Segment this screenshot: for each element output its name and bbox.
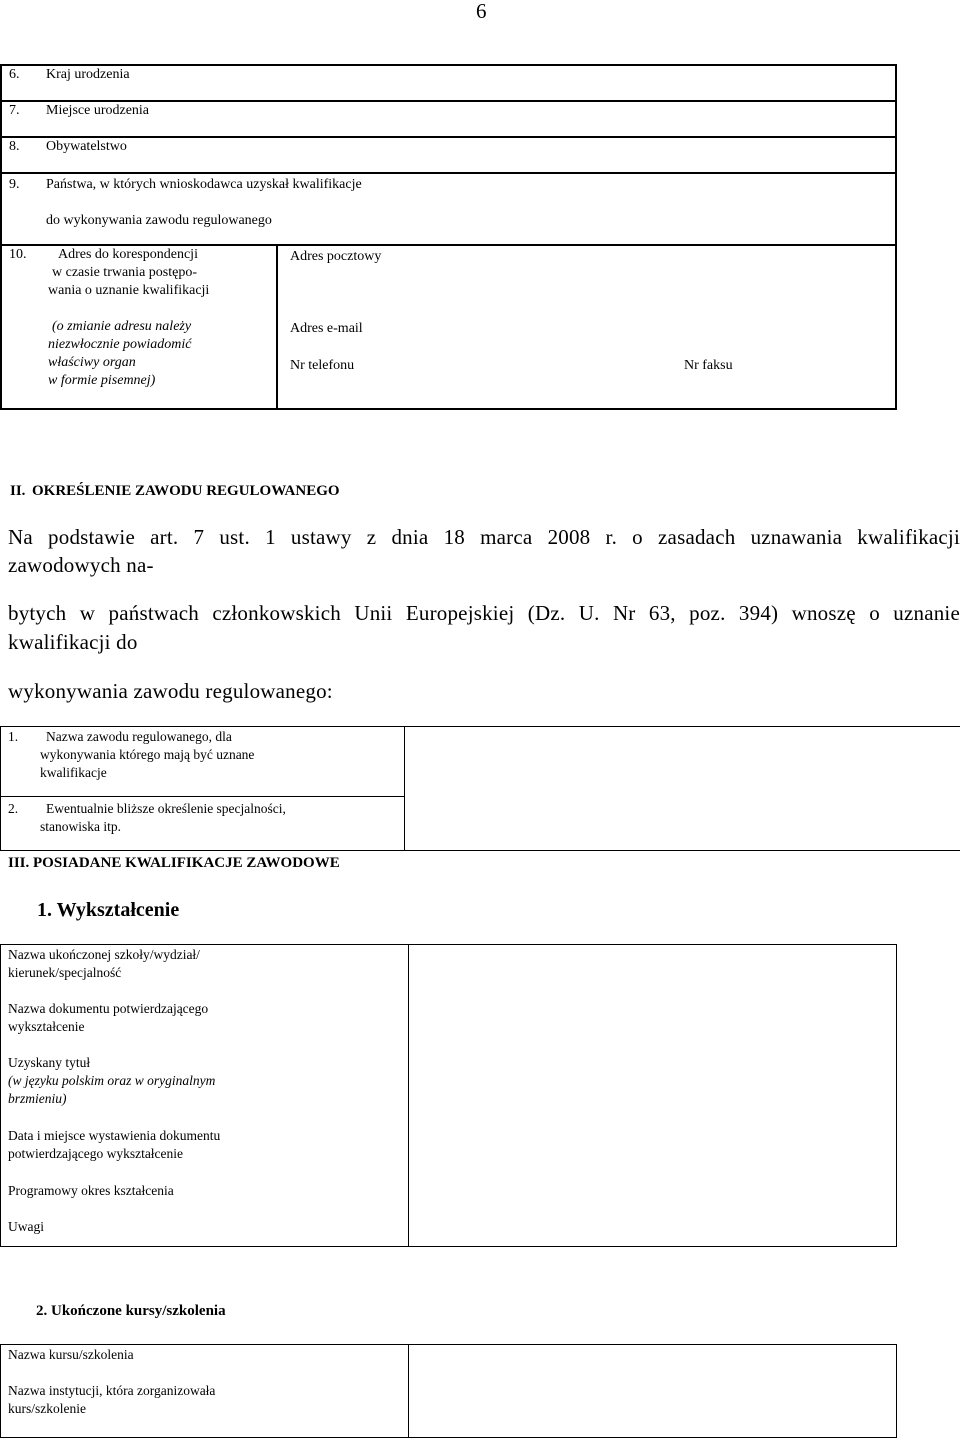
education-subheading: 1. Wykształcenie <box>37 899 180 921</box>
profession-name-label: Nazwa zawodu regulowanego, dla <box>46 729 232 744</box>
row-number: 6. <box>9 67 20 82</box>
title-obtained-note: brzmieniu) <box>8 1091 67 1106</box>
qualification-countries-label-cont: do wykonywania zawodu regulowanego <box>46 213 272 228</box>
row-number: 8. <box>9 139 20 154</box>
section-heading-number: II. <box>10 483 26 499</box>
row-number: 10. <box>9 247 27 262</box>
title-obtained-note: (w języku polskim oraz w oryginalnym <box>8 1073 216 1088</box>
profession-name-label: wykonywania którego mają być uznane <box>40 747 255 762</box>
school-name-label: kierunek/specjalność <box>8 965 122 980</box>
school-name-label: Nazwa ukończonej szkoły/wydział/ <box>8 947 200 962</box>
specialty-label: stanowiska itp. <box>40 819 121 834</box>
row-number: 7. <box>9 103 20 118</box>
birth-place-label: Miejsce urodzenia <box>46 103 150 118</box>
address-change-note: (o zmianie adresu należy <box>52 319 192 334</box>
address-change-note: w formie pisemnej) <box>48 373 156 388</box>
study-period-label: Programowy okres kształcenia <box>8 1183 174 1198</box>
qualification-countries-label: Państwa, w których wnioskodawca uzyskał kwalifikacje <box>46 177 362 192</box>
section-heading: OKREŚLENIE ZAWODU REGULOWANEGO <box>32 483 340 499</box>
section-heading-number: III. <box>8 855 30 871</box>
birth-country-label: Kraj urodzenia <box>46 67 130 82</box>
row-number: 1. <box>8 729 19 744</box>
diploma-date-place-label: Data i miejsce wystawienia dokumentu <box>8 1128 221 1143</box>
course-organizer-label: Nazwa instytucji, która zorganizowała <box>8 1383 216 1398</box>
correspondence-address-label: wania o uznanie kwalifikacji <box>48 283 210 298</box>
postal-address-label: Adres pocztowy <box>290 249 382 264</box>
fax-label: Nr faksu <box>684 358 733 373</box>
address-change-note: właściwy organ <box>48 355 136 370</box>
course-organizer-label: kurs/szkolenie <box>8 1401 86 1416</box>
diploma-date-place-label: potwierdzającego wykształcenie <box>8 1146 184 1161</box>
title-obtained-label: Uzyskany tytuł <box>8 1055 91 1070</box>
address-change-note: niezwłocznie powiadomić <box>48 337 192 352</box>
correspondence-address-label: w czasie trwania postępo- <box>52 265 197 280</box>
profession-name-label: kwalifikacje <box>40 765 107 780</box>
page-number: 6 <box>476 0 487 23</box>
diploma-name-label: Nazwa dokumentu potwierdzającego <box>8 1001 209 1016</box>
courses-subheading: 2. Ukończone kursy/szkolenia <box>36 1303 226 1319</box>
specialty-label: Ewentualnie bliższe określenie specjalności, <box>46 801 286 816</box>
correspondence-address-label: Adres do korespondencji <box>58 247 198 262</box>
row-number: 9. <box>9 177 20 192</box>
phone-label: Nr telefonu <box>290 358 355 373</box>
diploma-name-label: wykształcenie <box>8 1019 85 1034</box>
row-number: 2. <box>8 801 19 816</box>
remarks-label: Uwagi <box>8 1219 44 1234</box>
course-name-label: Nazwa kursu/szkolenia <box>8 1347 134 1362</box>
section-heading: POSIADANE KWALIFIKACJE ZAWODOWE <box>33 855 340 871</box>
citizenship-label: Obywatelstwo <box>46 139 127 154</box>
email-label: Adres e-mail <box>290 321 363 336</box>
